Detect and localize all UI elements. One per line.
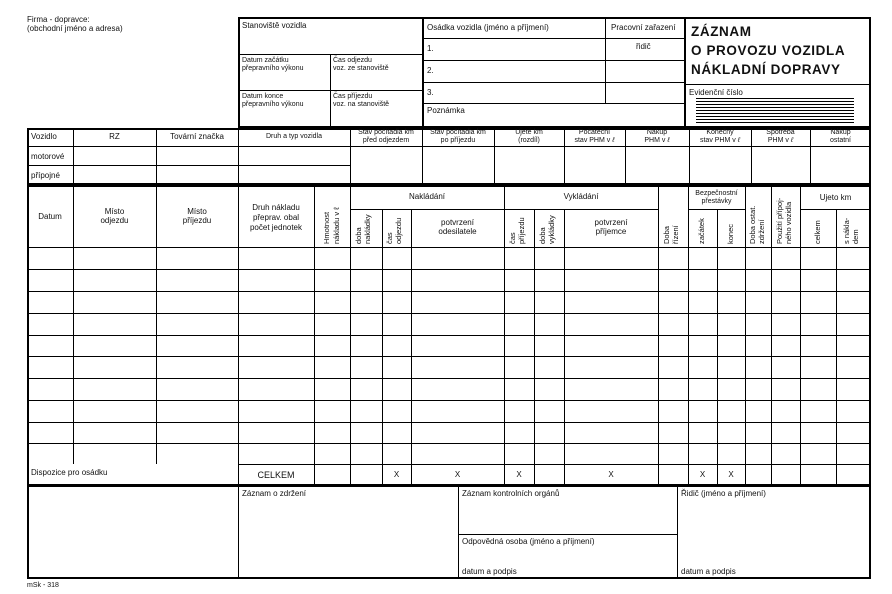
- unload-duration-2: vykládky: [547, 215, 556, 244]
- sender-confirm-2: odesilatele: [438, 227, 477, 236]
- driving-1: Doba: [662, 226, 671, 244]
- unloading-header: Vykládání: [563, 192, 599, 201]
- load-time-2: odjezdu: [394, 217, 403, 244]
- form-title-line-2: O PROVOZU VOZIDLA: [691, 43, 846, 58]
- responsible-date-sign: datum a podpis: [462, 567, 517, 576]
- delay-record-label: Záznam o zdržení: [242, 489, 307, 498]
- km-total: celkem: [813, 220, 822, 244]
- form-title-line-1: ZÁZNAM: [691, 24, 752, 39]
- km-loaded-1: s nákla-: [842, 217, 851, 244]
- departure-time-label-2: voz. ze stanoviště: [333, 65, 389, 72]
- cargo-header-3: počet jednotek: [249, 223, 303, 232]
- break-end: konec: [726, 223, 735, 244]
- odo-before-1: Stav počítadla km: [358, 129, 414, 136]
- brand-label: Tovární značka: [170, 132, 224, 141]
- km-driven-1: Ujeté km: [515, 129, 543, 136]
- fuel-buy-unit: ℓ: [667, 137, 670, 144]
- driver-date-sign: datum a podpis: [681, 567, 736, 576]
- row-trailer: přípojné: [31, 171, 60, 180]
- other-work-2: zdržení: [757, 219, 766, 244]
- role-label: Pracovní zařazení: [611, 23, 676, 32]
- crew-row-3: 3.: [427, 88, 434, 97]
- crew-row-2: 2.: [427, 66, 434, 75]
- form-title-line-3: NÁKLADNÍ DOPRAVY: [691, 62, 841, 77]
- row-motor: motorové: [31, 152, 65, 161]
- crew-row-1: 1.: [427, 44, 434, 53]
- odo-after-1: Stav počítadla km: [430, 129, 486, 136]
- station-label: Stanoviště vozidla: [242, 21, 307, 30]
- end-date-label-2: přepravního výkonu: [242, 101, 304, 108]
- fuel-end-1: Konečný: [706, 129, 734, 136]
- end-date-label-1: Datum konce: [242, 93, 284, 100]
- footer-frame: [27, 485, 871, 579]
- fuel-buy-1: Nákup: [646, 129, 668, 136]
- arrival-time-label-1: Čas příjezdu: [333, 93, 373, 100]
- receiver-confirm-2: příjemce: [595, 227, 627, 236]
- form-code: mSk - 318: [27, 582, 59, 589]
- control-record-label: Záznam kontrolních orgánů: [462, 489, 560, 498]
- reg-number-field[interactable]: [696, 98, 854, 124]
- odo-before-2: před odjezdem: [362, 137, 410, 144]
- km-header: Ujeto km: [819, 193, 852, 202]
- vehicle-label: Vozidlo: [31, 132, 57, 141]
- start-date-label-2: přepravního výkonu: [242, 65, 304, 72]
- total-x-load-time: X: [393, 470, 400, 479]
- unload-duration-1: doba: [538, 227, 547, 244]
- fuel-start-1: Počáteční: [578, 129, 611, 136]
- driving-2: řízení: [671, 225, 680, 244]
- other-buy-1: Nákup: [830, 129, 851, 136]
- note-label: Poznámka: [427, 106, 465, 115]
- other-work-1: Doba ostat.: [748, 205, 757, 244]
- km-loaded-2: dem: [851, 229, 860, 244]
- loading-header: Nakládání: [408, 192, 446, 201]
- date-header: Datum: [38, 212, 62, 221]
- to-header-1: Místo: [187, 207, 207, 216]
- breaks-header-2: přestávky: [701, 198, 732, 205]
- fuel-use-2: PHM v: [767, 137, 789, 144]
- departure-time-label-1: Čas odjezdu: [333, 57, 372, 64]
- carrier-label: Firma - dopravce:: [27, 15, 90, 24]
- crew-dispo-label: Dispozice pro osádku: [31, 468, 108, 477]
- header-divider: [422, 17, 424, 128]
- load-duration-2: nakládky: [363, 214, 372, 244]
- arrival-time-label-2: voz. na stanoviště: [333, 101, 390, 108]
- trailer-use-1: Použití přípoj-: [775, 197, 784, 244]
- weight-header-1: Hmotnost: [322, 211, 331, 244]
- weight-header-2: nákladu v ℓ: [332, 207, 341, 244]
- load-duration-1: doba: [354, 227, 363, 244]
- reg-number-label: Evidenční číslo: [689, 88, 743, 97]
- fuel-use-1: Spotřeba: [766, 129, 795, 136]
- cargo-header-1: Druh nákladu: [252, 203, 300, 212]
- from-header-2: odjezdu: [100, 216, 129, 225]
- driver-sign-label: Řidič (jméno a příjmení): [681, 489, 766, 498]
- fuel-use-unit: ℓ: [790, 137, 794, 144]
- odo-after-2: po příjezdu: [440, 137, 476, 144]
- start-date-label-1: Datum začátku: [242, 57, 289, 64]
- responsible-person-label: Odpovědná osoba (jméno a příjmení): [462, 537, 595, 546]
- unload-time-2: příjezdu: [517, 217, 526, 244]
- to-header-2: příjezdu: [182, 216, 212, 225]
- cargo-header-2: přeprav. obal: [252, 213, 300, 222]
- load-time-1: čas: [385, 232, 394, 244]
- total-x-unload-time: X: [516, 470, 522, 479]
- other-buy-2: ostatní: [829, 137, 851, 144]
- fuel-start-unit: ℓ: [612, 137, 615, 144]
- unload-time-1: čas: [508, 232, 517, 244]
- total-x-receiver: X: [608, 470, 614, 479]
- trailer-use-2: ného vozidla: [784, 201, 793, 244]
- rz-label: RZ: [109, 132, 120, 141]
- driver-role: řidič: [636, 42, 651, 51]
- break-start: začátek: [697, 218, 706, 244]
- total-label: CELKEM: [257, 470, 295, 480]
- type-label: Druh a typ vozidla: [265, 133, 323, 140]
- total-x-sender: X: [454, 470, 461, 479]
- fuel-start-2: stav PHM v: [574, 137, 611, 144]
- total-x-break-end: X: [728, 470, 734, 479]
- crew-label: Osádka vozidla (jméno a příjmení): [427, 23, 549, 32]
- sender-confirm-1: potvrzení: [441, 218, 474, 227]
- from-header-1: Místo: [104, 207, 125, 216]
- breaks-header-1: Bezpečnostní: [695, 190, 738, 197]
- km-driven-2: (rozdíl): [518, 137, 540, 144]
- fuel-end-unit: ℓ: [737, 137, 740, 144]
- fuel-end-2: stav PHM v: [699, 137, 736, 144]
- carrier-sublabel: (obchodní jméno a adresa): [27, 24, 123, 33]
- total-x-break-start: X: [699, 470, 706, 479]
- receiver-confirm-1: potvrzení: [594, 218, 628, 227]
- fuel-buy-2: PHM v: [644, 137, 666, 144]
